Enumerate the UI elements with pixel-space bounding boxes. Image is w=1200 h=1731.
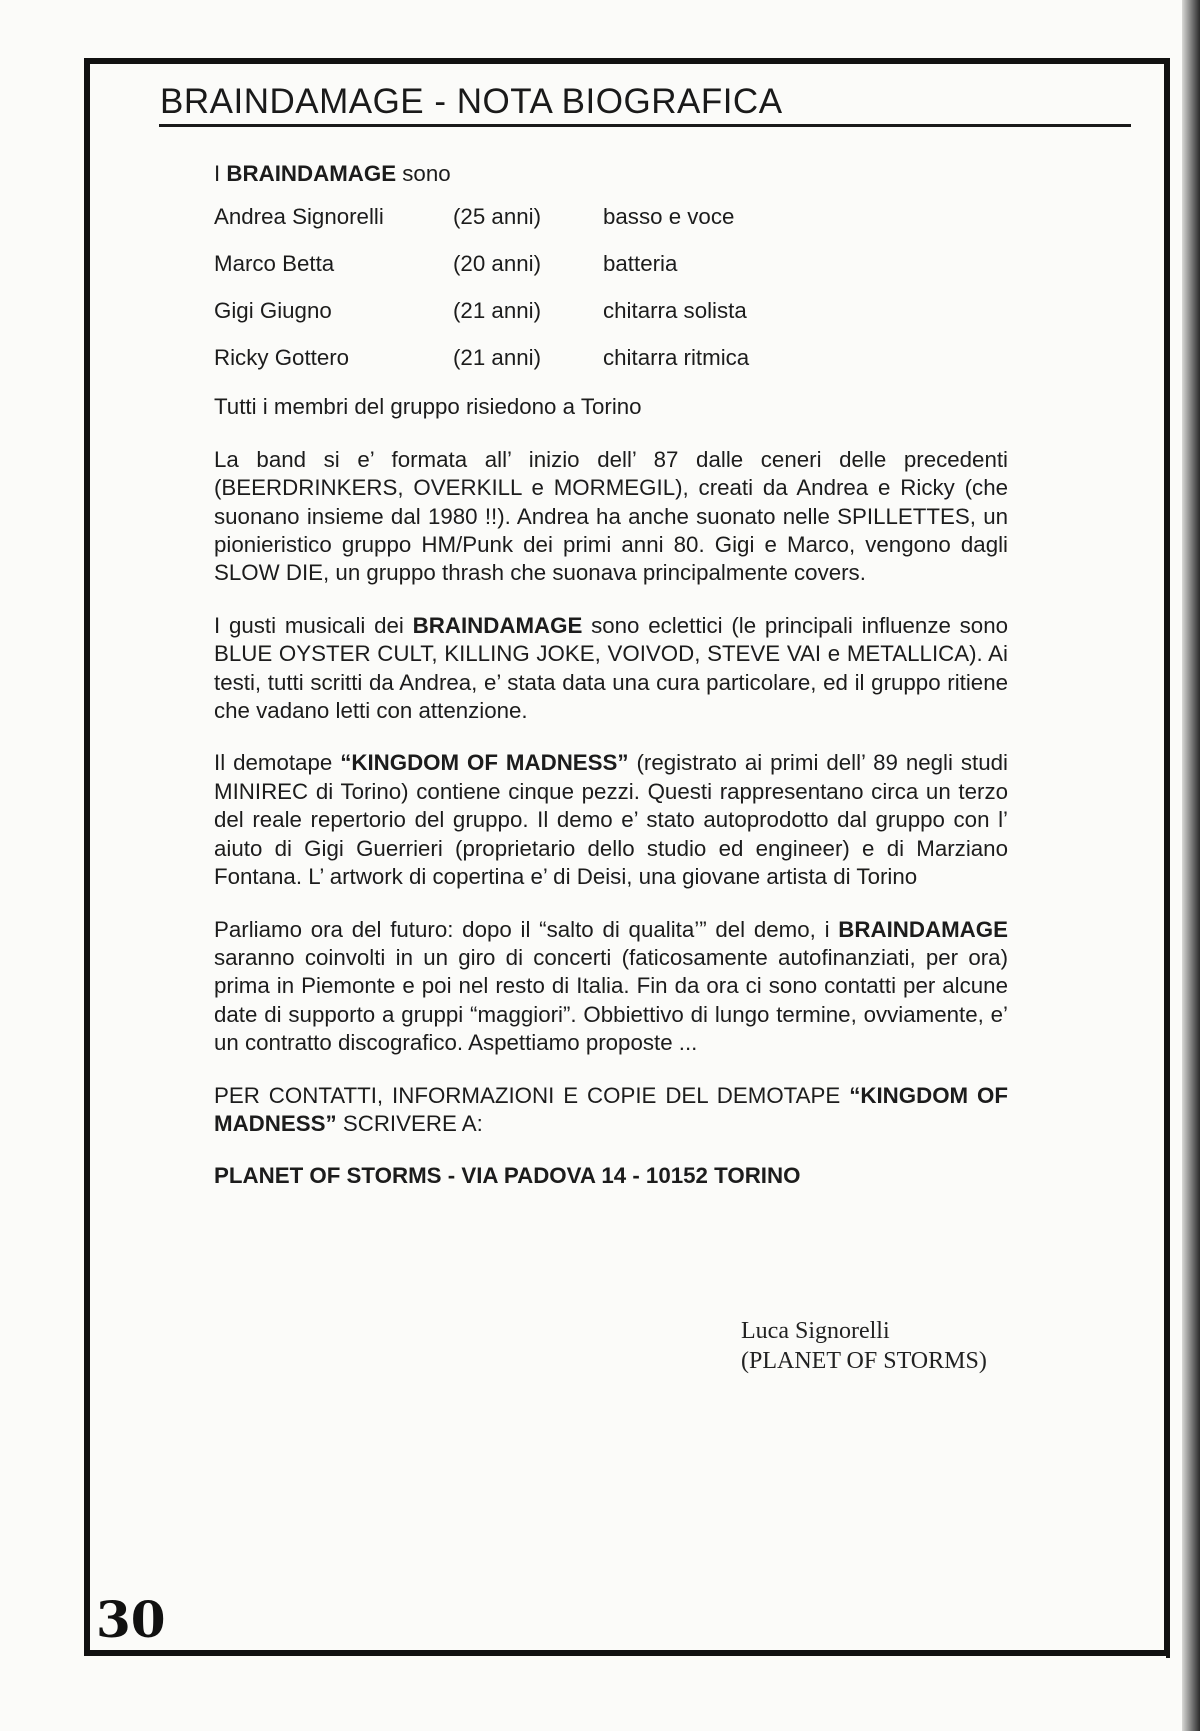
contacts-text-1: PER CONTATTI, INFORMAZIONI E COPIE DEL DEMOTAPE xyxy=(214,1082,850,1108)
signature xyxy=(741,1316,987,1376)
member-row xyxy=(214,203,1008,250)
future-text-2: saranno coinvolti in un giro di concerti (faticosamente autofinanziati, per ora) prima in Piemonte e poi nel resto di Italia. Fin da ora ci sono contatti per alcune date di supporto a gruppi “maggiori”. Obbiettivo di lungo termine, ovviamente, e’ un contratto discografico. Aspettiamo proposte ... xyxy=(214,944,1008,1056)
title-underline xyxy=(159,124,1131,127)
tastes-text-1: I gusti musicali dei xyxy=(214,612,413,638)
page-number: 30 xyxy=(96,1590,166,1649)
tastes-paragraph xyxy=(214,612,1008,726)
formation-paragraph: La band si e’ formata all’ inizio dell’ 87 dalle ceneri delle precedenti (BEERDRINKERS, OVERKILL e MORMEGIL), creati da Andrea e Ricky (che suonano insieme dal 1980 !!). Andrea ha anche suonato nelle SPILLETTES, un pionieristico gruppo HM/Punk dei primi anni 80. Gigi e Marco, vengono dagli SLOW DIE, un gruppo thrash che suonava principalmente covers. xyxy=(214,446,1008,586)
member-age: (25 anni) xyxy=(453,204,542,230)
member-role: batteria xyxy=(603,251,678,277)
demo-text-1: Il demotape xyxy=(214,750,341,776)
demo-text-2: (registrato ai primi dell’ 89 negli studi MINIREC di Torino) contiene cinque pezzi. Questi rappresentano circa un terzo del reale repertorio del gruppo. Il demo e’ stato autoprodotto dal gruppo con l’ aiuto di Gigi Guerrieri (proprietario dello studio ed engineer) e di Marziano Fontana. L’ artwork di copertina e’ di Deisi, una giovane artista di Torino xyxy=(214,750,1008,890)
member-name: Gigi Giugno xyxy=(214,298,332,324)
member-role: basso e voce xyxy=(603,204,735,230)
intro-suffix: sono xyxy=(396,161,451,186)
member-role: chitarra solista xyxy=(603,298,747,324)
member-row xyxy=(214,297,1008,344)
member-name: Marco Betta xyxy=(214,251,335,277)
demo-paragraph xyxy=(214,749,1008,891)
article-body xyxy=(214,160,1008,1191)
future-paragraph xyxy=(214,916,1008,1058)
contacts-demo-title: “KINGDOM OF MADNESS” xyxy=(214,1082,1008,1136)
member-age: (20 anni) xyxy=(453,251,542,277)
member-list xyxy=(214,203,1008,391)
member-name: Andrea Signorelli xyxy=(214,204,384,230)
frame-shadow xyxy=(1166,64,1170,1658)
contacts-text-2: SCRIVERE A: xyxy=(336,1110,483,1136)
scan-edge xyxy=(1182,0,1200,1731)
page-title: BRAINDAMAGE - NOTA BIOGRAFICA xyxy=(160,82,783,121)
intro-band-name: BRAINDAMAGE xyxy=(226,161,397,186)
signature-org: (PLANET OF STORMS) xyxy=(741,1348,987,1374)
member-row xyxy=(214,250,1008,297)
tastes-band-name: BRAINDAMAGE xyxy=(412,612,583,638)
contact-address: PLANET OF STORMS - VIA PADOVA 14 - 10152 TORINO xyxy=(214,1163,801,1189)
future-text-1: Parliamo ora del futuro: dopo il “salto di qualita’” del demo, i xyxy=(214,916,839,942)
signature-name: Luca Signorelli xyxy=(741,1318,890,1344)
intro-prefix: I xyxy=(214,161,227,186)
future-band-name: BRAINDAMAGE xyxy=(838,916,1008,942)
demo-title: “KINGDOM OF MADNESS” xyxy=(340,750,629,776)
member-age: (21 anni) xyxy=(453,345,542,371)
member-age: (21 anni) xyxy=(453,298,542,324)
member-row xyxy=(214,344,1008,391)
tastes-text-2: sono eclettici (le principali influenze sono BLUE OYSTER CULT, KILLING JOKE, VOIVOD, STEVE VAI e METALLICA). Ai testi, tutti scritti da Andrea, e’ stata data una cura particolare, ed il gruppo ritiene che vadano letti con attenzione. xyxy=(214,612,1008,724)
member-name: Ricky Gottero xyxy=(214,345,350,371)
residence-line: Tutti i membri del gruppo risiedono a Torino xyxy=(214,394,642,420)
intro-line xyxy=(214,160,1008,188)
member-role: chitarra ritmica xyxy=(603,345,750,371)
contacts-paragraph xyxy=(214,1082,1008,1139)
